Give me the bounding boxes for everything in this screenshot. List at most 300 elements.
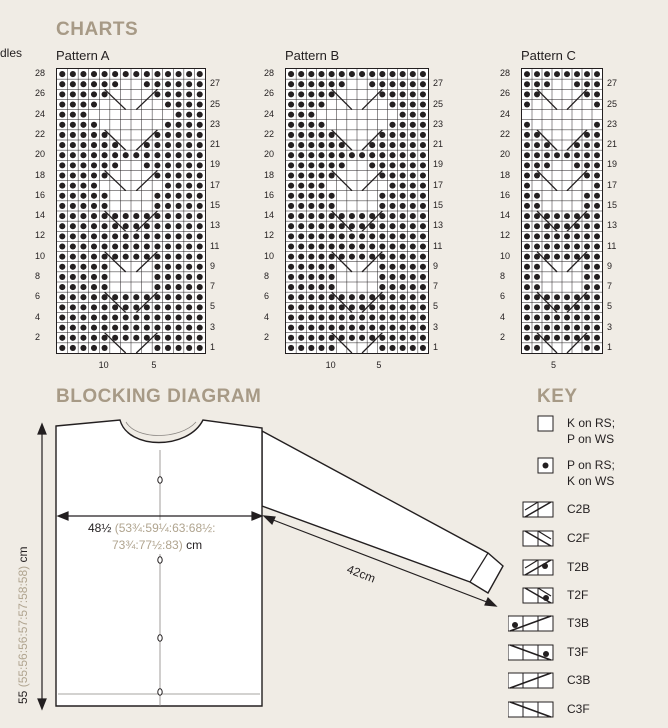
purl-dot [91,122,97,128]
row-label: 7 [433,281,439,292]
purl-dot [176,213,182,219]
row-label: 25 [210,98,221,109]
purl-dot [298,264,304,270]
purl-dot [176,112,182,118]
purl-dot [197,122,203,128]
purl-dot [400,203,406,209]
purl-dot [102,304,108,310]
purl-dot [308,223,314,229]
purl-dot [197,71,203,77]
row-label: 18 [500,169,511,180]
purl-dot [564,294,570,300]
purl-dot [420,294,426,300]
purl-dot [584,325,590,331]
purl-dot [165,314,171,320]
purl-dot [400,91,406,97]
purl-dot [379,314,385,320]
purl-dot [176,162,182,168]
purl-dot [308,314,314,320]
purl-dot [369,152,375,158]
purl-dot [91,132,97,138]
purl-dot [389,223,395,229]
purl-dot [534,264,540,270]
purl-dot [80,345,86,351]
purl-dot [59,152,65,158]
purl-dot [308,81,314,87]
purl-dot [318,152,324,158]
purl-dot [524,152,530,158]
purl-dot [574,152,580,158]
purl-dot [389,132,395,138]
key-label: T3B [567,616,590,630]
purl-dot [410,193,416,199]
purl-dot [410,233,416,239]
purl-dot [564,213,570,219]
purl-dot [176,91,182,97]
purl-dot [165,142,171,148]
purl-dot [288,213,294,219]
purl-dot [594,233,600,239]
purl-dot [165,193,171,199]
purl-dot [123,335,129,341]
purl-dot [308,101,314,107]
purl-dot [186,91,192,97]
purl-dot [70,81,76,87]
purl-dot [379,284,385,290]
row-label: 17 [433,179,444,190]
row-label: 11 [607,240,617,251]
purl-dot [59,81,65,87]
purl-dot [554,254,560,260]
purl-dot [584,284,590,290]
purl-dot [102,264,108,270]
purl-dot [288,112,294,118]
purl-dot [308,233,314,239]
purl-dot [102,284,108,290]
purl-dot [298,112,304,118]
purl-dot [410,254,416,260]
purl-dot [80,243,86,249]
purl-dot [91,203,97,209]
purl-dot [59,112,65,118]
purl-dot [133,243,139,249]
purl-dot [534,315,540,321]
purl-dot [410,294,416,300]
purl-dot [524,81,530,87]
purl-dot [349,314,355,320]
purl-dot [524,102,530,108]
purl-dot [544,233,550,239]
purl-dot [329,264,335,270]
purl-dot [165,284,171,290]
purl-dot [197,203,203,209]
purl-dot [534,223,540,229]
purl-dot [308,71,314,77]
purl-dot [176,294,182,300]
purl-dot [154,284,160,290]
purl-dot [144,71,150,77]
purl-dot [80,335,86,341]
pattern-b-chart [285,68,429,354]
purl-dot [554,233,560,239]
row-label: 19 [433,159,444,170]
column-label: 5 [551,360,557,370]
purl-dot [584,233,590,239]
purl-dot [197,162,203,168]
purl-dot [308,132,314,138]
purl-dot [420,132,426,138]
purl-dot [574,315,580,321]
purl-dot [165,71,171,77]
purl-dot [534,244,540,250]
purl-dot [154,162,160,168]
purl-dot [80,122,86,128]
purl-dot [524,132,530,138]
purl-dot [59,213,65,219]
purl-dot [298,172,304,178]
purl-dot [91,284,97,290]
purl-dot [123,243,129,249]
purl-dot [308,203,314,209]
purl-dot [564,233,570,239]
key-label: C3F [567,702,590,716]
purl-dot [154,264,160,270]
purl-dot [154,152,160,158]
purl-dot [186,112,192,118]
purl-dot [102,152,108,158]
empty-square-icon [508,414,568,434]
purl-dot [339,81,345,87]
row-label: 20 [35,149,46,160]
purl-dot [420,233,426,239]
row-label: 14 [264,210,275,221]
t3b-icon [508,614,568,634]
purl-dot [288,345,294,351]
purl-dot [410,183,416,189]
purl-dot [80,101,86,107]
cut-off-text: dles [0,46,23,60]
purl-dot [154,81,160,87]
purl-dot [389,71,395,77]
purl-dot [197,142,203,148]
purl-dot [329,81,335,87]
purl-dot [59,304,65,310]
row-label: 27 [433,78,444,89]
purl-dot [176,101,182,107]
purl-dot [70,132,76,138]
purl-dot [329,325,335,331]
row-label: 9 [210,260,216,271]
purl-dot [165,294,171,300]
dot-square-icon [508,456,568,476]
purl-dot [359,294,365,300]
purl-dot [594,223,600,229]
purl-dot [564,315,570,321]
purl-dot [400,325,406,331]
purl-dot [59,345,65,351]
purl-dot [594,325,600,331]
purl-dot [186,314,192,320]
purl-dot [379,142,385,148]
purl-dot [298,71,304,77]
purl-dot [288,162,294,168]
row-label: 15 [433,199,444,210]
purl-dot [186,101,192,107]
purl-dot [389,345,395,351]
purl-dot [133,152,139,158]
purl-dot [554,315,560,321]
purl-dot [70,335,76,341]
purl-dot [524,233,530,239]
row-label: 25 [433,98,444,109]
purl-dot [420,314,426,320]
row-label: 13 [210,220,221,231]
purl-dot [91,91,97,97]
purl-dot [400,335,406,341]
purl-dot [91,152,97,158]
purl-dot [594,193,600,199]
purl-dot [59,203,65,209]
key-label: T2F [567,588,589,602]
purl-dot [339,162,345,168]
row-label: 15 [607,199,618,210]
purl-dot [410,314,416,320]
purl-dot [80,203,86,209]
purl-dot [197,91,203,97]
purl-dot [80,284,86,290]
purl-dot [112,162,118,168]
purl-dot [420,91,426,97]
purl-dot [564,335,570,341]
purl-dot [420,162,426,168]
row-label: 28 [264,68,275,79]
purl-dot [91,101,97,107]
purl-dot [349,152,355,158]
purl-dot [59,274,65,280]
purl-dot [80,213,86,219]
purl-dot [308,335,314,341]
key-label: C2F [567,531,590,545]
purl-dot [594,315,600,321]
purl-dot [318,132,324,138]
purl-dot [288,264,294,270]
t2f-icon [508,586,568,606]
purl-dot [186,274,192,280]
sleeve-measurement: 42cm [344,562,378,586]
purl-dot [359,314,365,320]
purl-dot [318,172,324,178]
purl-dot [594,71,600,77]
button-4 [158,689,162,695]
row-label: 23 [433,118,444,129]
purl-dot [308,264,314,270]
purl-dot [298,193,304,199]
purl-dot [544,162,550,168]
purl-dot [197,314,203,320]
c3b-icon [508,671,568,691]
purl-dot [389,91,395,97]
purl-dot [389,294,395,300]
purl-dot [59,142,65,148]
row-label: 16 [264,189,275,200]
row-label: 24 [35,108,46,119]
purl-dot [186,304,192,310]
row-label: 20 [264,149,275,160]
row-label: 13 [607,220,618,231]
purl-dot [123,152,129,158]
purl-dot [154,71,160,77]
purl-dot [112,71,118,77]
purl-dot [59,172,65,178]
purl-dot [288,335,294,341]
purl-dot [59,183,65,189]
purl-dot [534,162,540,168]
row-label: 4 [264,311,270,322]
purl-dot [379,233,385,239]
purl-dot [410,243,416,249]
purl-dot [70,112,76,118]
purl-dot [186,243,192,249]
purl-dot [176,203,182,209]
purl-dot [389,152,395,158]
purl-dot [329,203,335,209]
purl-dot [123,233,129,239]
row-label: 22 [35,128,46,139]
purl-dot [308,193,314,199]
c2f-icon [508,529,568,549]
purl-dot [318,213,324,219]
pattern-b-title: Pattern B [285,48,340,63]
purl-dot [389,304,395,310]
row-label: 1 [210,341,216,352]
row-label: 19 [607,159,618,170]
row-label: 27 [607,78,618,89]
purl-dot [554,244,560,250]
purl-dot [165,233,171,239]
purl-dot [594,244,600,250]
row-label: 9 [607,260,613,271]
purl-dot [144,162,150,168]
row-label: 24 [500,108,511,119]
purl-dot [420,284,426,290]
height-arrow [38,424,46,709]
purl-dot [298,152,304,158]
purl-dot [389,213,395,219]
purl-dot [70,304,76,310]
purl-dot [400,183,406,189]
purl-dot [288,203,294,209]
pattern-a-title: Pattern A [56,48,110,63]
purl-dot [154,203,160,209]
purl-dot [176,304,182,310]
purl-dot [197,284,203,290]
purl-dot [288,172,294,178]
purl-dot [298,183,304,189]
row-label: 26 [35,88,46,99]
purl-dot [59,193,65,199]
row-label: 26 [500,88,511,99]
purl-dot [534,142,540,148]
purl-dot [59,132,65,138]
purl-dot [59,233,65,239]
purl-dot [400,172,406,178]
purl-dot [594,152,600,158]
row-label: 16 [500,189,511,200]
purl-dot [186,213,192,219]
purl-dot [400,274,406,280]
purl-dot [288,254,294,260]
purl-dot [329,152,335,158]
purl-dot [154,325,160,331]
purl-dot [154,314,160,320]
purl-dot [524,284,530,290]
purl-dot [389,101,395,107]
row-label: 1 [433,341,439,352]
row-label: 7 [210,281,216,292]
purl-dot [80,71,86,77]
row-label: 12 [500,230,511,241]
purl-dot [154,142,160,148]
purl-dot [80,142,86,148]
purl-dot [186,335,192,341]
purl-dot [339,71,345,77]
row-label: 2 [35,331,41,342]
purl-dot [359,335,365,341]
purl-dot [298,314,304,320]
row-label: 18 [35,169,46,180]
purl-dot [410,335,416,341]
purl-dot [144,152,150,158]
purl-dot [112,81,118,87]
purl-dot [554,213,560,219]
purl-dot [288,314,294,320]
purl-dot [544,152,550,158]
purl-dot [186,132,192,138]
purl-dot [524,183,530,189]
purl-dot [524,345,530,351]
purl-dot [70,203,76,209]
purl-dot [288,132,294,138]
purl-dot [318,274,324,280]
purl-dot [197,325,203,331]
purl-dot [176,142,182,148]
column-label: 5 [151,360,157,370]
purl-dot [379,345,385,351]
purl-dot [389,274,395,280]
purl-dot [379,162,385,168]
purl-dot [197,213,203,219]
purl-dot [298,203,304,209]
purl-dot [329,243,335,249]
pattern-c-chart [521,68,603,354]
purl-dot [59,122,65,128]
purl-dot [584,345,590,351]
purl-dot [308,122,314,128]
purl-dot [288,142,294,148]
purl-dot [584,223,590,229]
purl-dot [186,162,192,168]
row-label: 24 [264,108,275,119]
purl-dot [379,81,385,87]
purl-dot [584,193,590,199]
purl-dot [329,274,335,280]
purl-dot [594,183,600,189]
purl-dot [564,254,570,260]
purl-dot [389,203,395,209]
row-label: 5 [433,301,439,312]
purl-dot [534,81,540,87]
purl-dot [574,233,580,239]
